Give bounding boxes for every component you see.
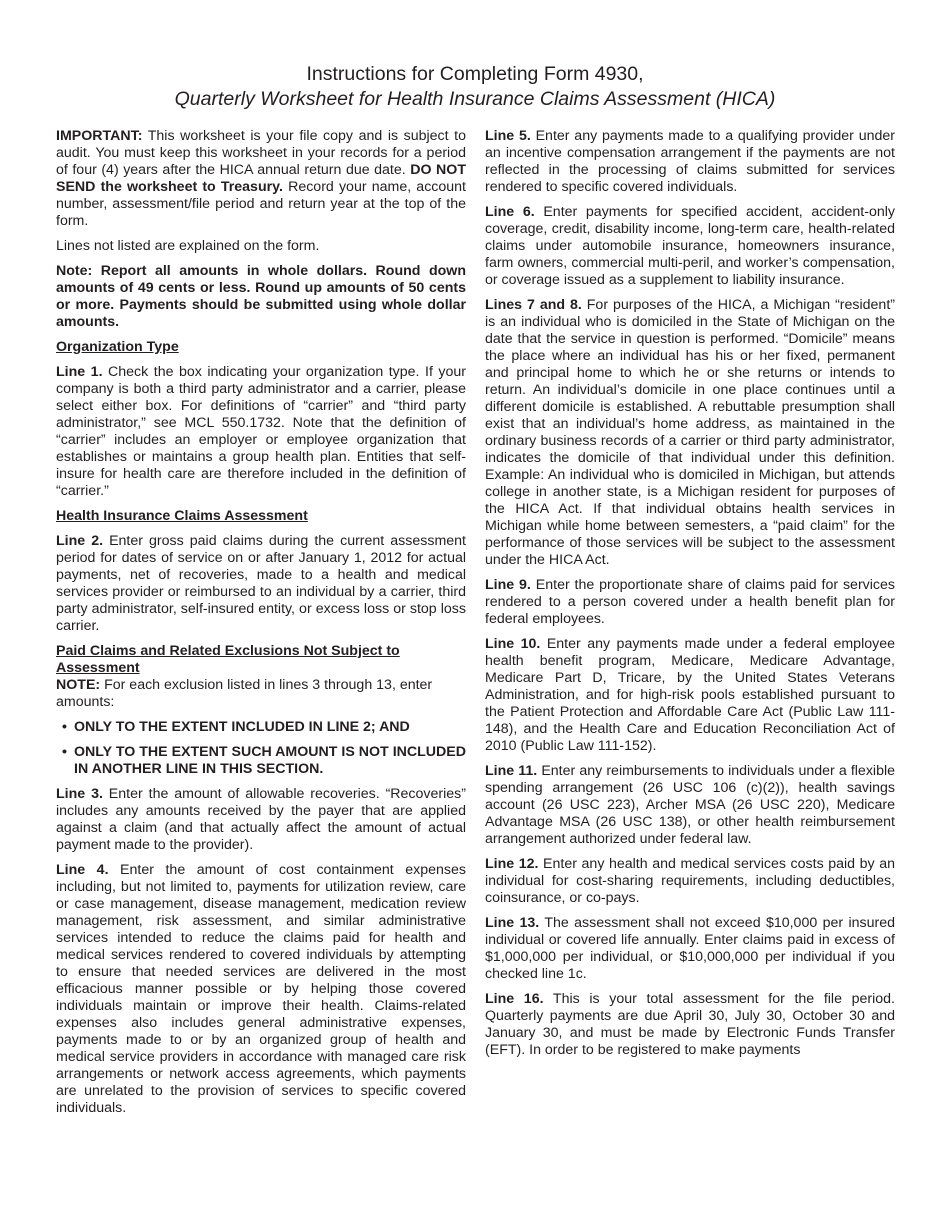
line-9-text: Enter the proportionate share of claims paid for services rendered to a person covered under a health benefit plan for federal employees. bbox=[485, 577, 895, 627]
note-2-label: NOTE: bbox=[56, 677, 101, 693]
note-2-paragraph bbox=[56, 677, 466, 711]
note-text: Note: Report all amounts in whole dollars. Round down amounts of 49 cents or less. Round up amounts of 50 cents or more. Payments should be submitted using whole dollar amounts. bbox=[56, 263, 466, 330]
note-2-text: For each exclusion listed in lines 3 through 13, enter amounts: bbox=[56, 677, 433, 710]
line-10-text: Enter any payments made under a federal employee health benefit program, Medicare, Medicare Advantage, Medicare Part D, Tricare, by the United States Veterans Administration, and for high-risk pools established pursuant to the Patient Protection and Affordable Care Act (Public Law 111-148), and the Health Care and Education Reconciliation Act of 2010 (Public Law 111-152). bbox=[485, 636, 895, 754]
line-9-paragraph bbox=[485, 577, 895, 628]
lines-7-8-paragraph bbox=[485, 297, 895, 569]
line-1-paragraph bbox=[56, 364, 466, 500]
important-text-2: Record your name, account number, assessment/file period and return year at the top of the form. bbox=[56, 179, 466, 229]
line-10-paragraph bbox=[485, 636, 895, 755]
line-13-label: Line 13. bbox=[485, 915, 540, 931]
line-5-label: Line 5. bbox=[485, 128, 531, 144]
line-6-paragraph bbox=[485, 204, 895, 289]
line-3-text: Enter the amount of allowable recoveries. “Recoveries” includes any amounts received by the payer that are applied against a claim (and that actually affect the amount of actual payment made to the provider). bbox=[56, 786, 466, 853]
exclusion-bullet-list bbox=[56, 719, 466, 778]
line-2-text: Enter gross paid claims during the current assessment period for dates of service on or after January 1, 2012 for actual payments, net of recoveries, made to a health and medical services provider or reimbursed to an individual by a carrier, third party administrator, self-insured entity, or excess loss or stop loss carrier. bbox=[56, 533, 466, 634]
line-11-label: Line 11. bbox=[485, 763, 538, 779]
paid-claims-heading: Paid Claims and Related Exclusions Not Subject to Assessment bbox=[56, 643, 400, 676]
hica-heading: Health Insurance Claims Assessment bbox=[56, 508, 308, 524]
right-column bbox=[485, 128, 895, 1067]
line-16-label: Line 16. bbox=[485, 991, 544, 1007]
line-16-paragraph bbox=[485, 991, 895, 1059]
important-paragraph bbox=[56, 128, 466, 230]
line-4-label: Line 4. bbox=[56, 862, 109, 878]
line-11-text: Enter any reimbursements to individuals under a flexible spending arrangement (26 USC 106 (c)(2)), health savings account (26 USC 223), Archer MSA (26 USC 220), Medicare Advantage MSA (26 USC 138), or other health reimbursement arrangement authorized under federal law. bbox=[485, 763, 895, 847]
important-text-1: This worksheet is your file copy and is subject to audit. You must keep this worksheet in your records for a period of four (4) years after the HICA annual return due date. bbox=[56, 128, 466, 178]
line-3-label: Line 3. bbox=[56, 786, 103, 802]
important-label: IMPORTANT: bbox=[56, 128, 143, 144]
line-13-paragraph bbox=[485, 915, 895, 983]
left-column bbox=[56, 128, 466, 1125]
line-3-paragraph bbox=[56, 786, 466, 854]
line-12-paragraph bbox=[485, 856, 895, 907]
line-11-paragraph bbox=[485, 763, 895, 848]
line-1-label: Line 1. bbox=[56, 364, 103, 380]
line-13-text: The assessment shall not exceed $10,000 per insured individual or covered life annually. Enter claims paid in excess of $1,000,000 per individual, or $10,000,000 per individual if you checked line 1c. bbox=[485, 915, 895, 982]
line-5-text: Enter any payments made to a qualifying provider under an incentive compensation arrangement if the payments are not reflected in the processing of claims submitted for services rendered to specific covered individuals. bbox=[485, 128, 895, 195]
title-line-1: Instructions for Completing Form 4930, bbox=[306, 63, 644, 85]
line-9-label: Line 9. bbox=[485, 577, 531, 593]
line-16-text: This is your total assessment for the file period. Quarterly payments are due April 30, July 30, October 30 and January 30, and must be made by Electronic Funds Transfer (EFT). In order to be registered to make payments bbox=[485, 991, 895, 1058]
organization-type-heading: Organization Type bbox=[56, 339, 179, 355]
lines-7-8-text: For purposes of the HICA, a Michigan “resident” is an individual who is domiciled in the State of Michigan on the date that the service in question is performed. “Domicile” means the place where an individual has his or her fixed, permanent and principal home to which he or she returns or intends to return. An individual’s domicile in one place continues until a different domicile is established. A rebuttable presumption shall exist that an individual’s home address, as maintained in the ordinary business records of a carrier or third party administrator, indicates the domicile of that individual under this definition. Example: An individual who is domiciled in Michigan, but attends college in another state, is a Michigan resident for purposes of the HICA Act. If that individual obtains health services in Michigan while home between semesters, a “paid claim” for the performance of those services will be subject to the assessment under the HICA Act. bbox=[485, 297, 895, 568]
lines-7-8-label: Lines 7 and 8. bbox=[485, 297, 582, 313]
title-line-2: Quarterly Worksheet for Health Insurance Claims Assessment (HICA) bbox=[174, 88, 776, 110]
lines-not-listed: Lines not listed are explained on the form. bbox=[56, 238, 320, 254]
page-title bbox=[0, 62, 950, 112]
line-12-text: Enter any health and medical services costs paid by an individual for cost-sharing requirements, including deductibles, coinsurance, or co-pays. bbox=[485, 856, 895, 906]
line-2-paragraph bbox=[56, 533, 466, 635]
note-paragraph bbox=[56, 263, 466, 331]
do-not-send-text: DO NOT SEND the worksheet to Treasury. bbox=[56, 162, 466, 195]
line-6-text: Enter payments for specified accident, accident-only coverage, credit, disability income, long-term care, health-related claims under automobile insurance, homeowners insurance, farm owners, commercial multi-peril, and worker’s compensation, or coverage issued as a supplement to liability insurance. bbox=[485, 204, 895, 288]
bullet-item-1: • ONLY TO THE EXTENT INCLUDED IN LINE 2; AND bbox=[56, 719, 466, 736]
line-5-paragraph bbox=[485, 128, 895, 196]
bullet-item-2: • ONLY TO THE EXTENT SUCH AMOUNT IS NOT INCLUDED IN ANOTHER LINE IN THIS SECTION. bbox=[56, 744, 466, 778]
line-4-text: Enter the amount of cost containment expenses including, but not limited to, payments for utilization review, care or case management, disease management, medication review management, risk assessment, and similar administrative services intended to reduce the claims paid for health and medical services rendered to covered individuals by attempting to ensure that needed services are delivered in the most efficacious manner possible or by helping those covered individuals maintain or improve their health. Claims-related expenses also includes general administrative expenses, payments made to or by an organized group of health and medical service providers in accordance with managed care risk arrangements or network access agreements, which payments are unrelated to the provision of services to specific covered individuals. bbox=[56, 862, 466, 1116]
line-2-label: Line 2. bbox=[56, 533, 104, 549]
line-12-label: Line 12. bbox=[485, 856, 539, 872]
line-4-paragraph bbox=[56, 862, 466, 1117]
line-1-text: Check the box indicating your organization type. If your company is both a third party administrator and a carrier, please select either box. For definitions of “carrier” and “third party administrator,” see MCL 550.1732. Note that the definition of “carrier” includes an employer or employee organization that establishes or maintains a group health plan. Entities that self-insure for health care are therefore included in the definition of “carrier.” bbox=[56, 364, 466, 499]
line-10-label: Line 10. bbox=[485, 636, 541, 652]
line-6-label: Line 6. bbox=[485, 204, 535, 220]
